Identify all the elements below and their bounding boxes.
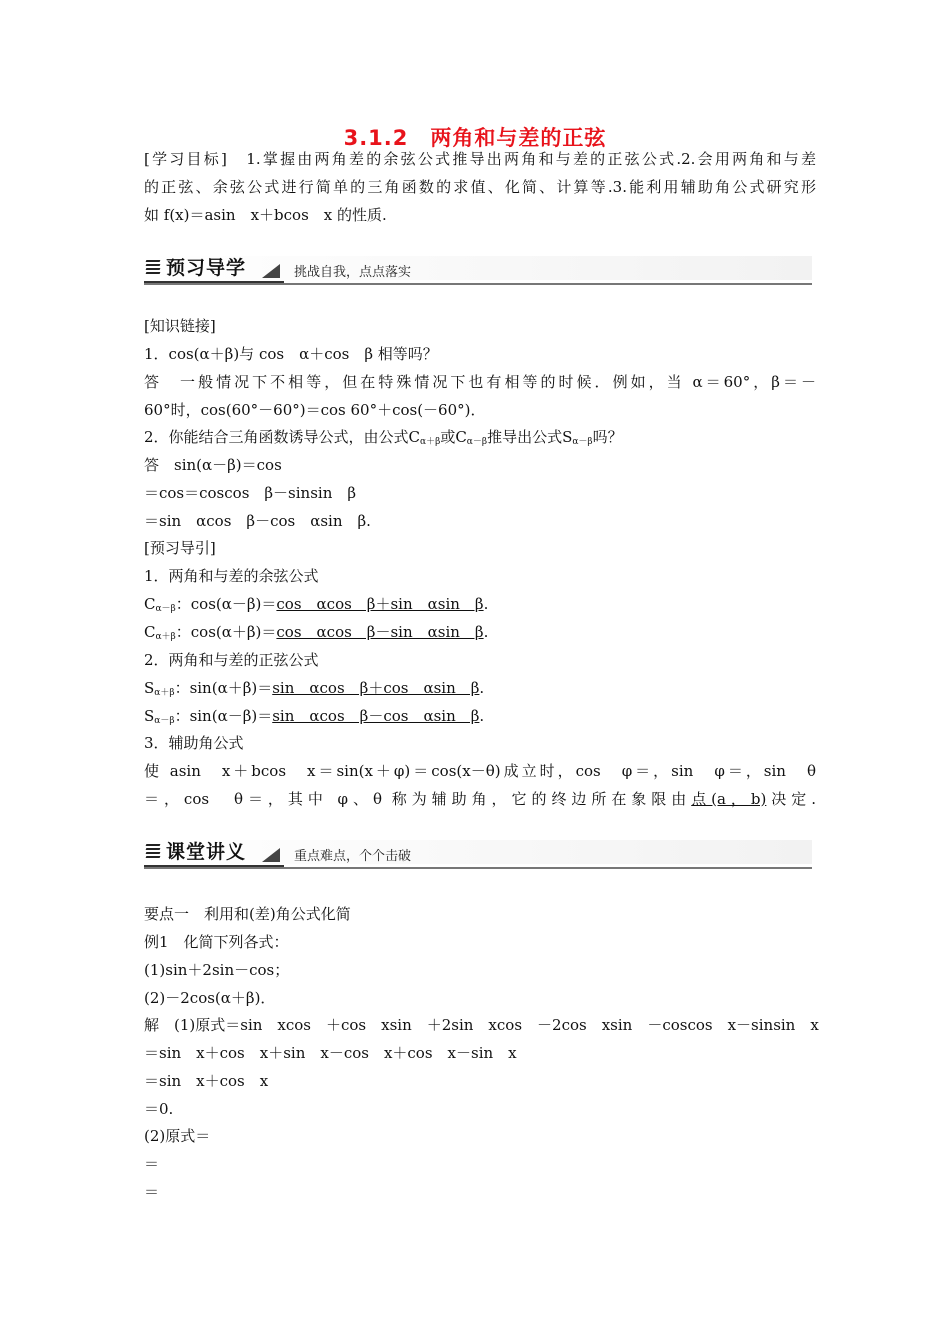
question-2: 2．你能结合三角函数诱导公式，由公式$C_{\alpha+\beta}$或$C_{\alpha-\beta}$推导出公式$S_{\alpha-\beta}$吗？ xyxy=(144,428,623,447)
triangle-icon xyxy=(262,848,280,862)
question-1: 1．cos(α＋β)与 cos α＋cos β 相等吗？ xyxy=(144,345,438,363)
solution-line-7: ＝ xyxy=(144,1183,160,1201)
knowledge-link-heading: [知识链接] xyxy=(144,317,216,335)
banner-title: 预习导学 xyxy=(166,257,247,279)
formula-c-plus: $C_{\alpha+\beta}$：cos(α＋β)＝cos αcos β－sin αsin β. xyxy=(144,623,489,642)
solution-line-1: 解 (1)原式＝sin xcos ＋cos xsin ＋2sin xcos －2cos xsin －coscos x－sinsin x xyxy=(144,1016,819,1034)
objectives-line-1: [学习目标] 1.掌握由两角差的余弦公式推导出两角和与差的正弦公式.2.会用两角和与差 xyxy=(144,150,816,168)
example-1: 例1 化简下列各式： xyxy=(144,933,289,951)
solution-line-5: (2)原式＝ xyxy=(144,1127,211,1145)
formula-c-minus: $C_{\alpha-\beta}$：cos(α－β)＝cos αcos β＋sin αsin β. xyxy=(144,595,489,614)
answer-1-line-1: 答 一般情况下不相等，但在特殊情况下也有相等的时候．例如，当 α＝60°，β＝－ xyxy=(144,373,816,391)
section-title: 3.1.2 两角和与差的正弦 xyxy=(343,126,607,150)
banner-title: 课堂讲义 xyxy=(166,841,247,863)
answer-2-line-2: ＝cos＝coscos β－sinsin β xyxy=(144,484,357,502)
stripes-icon xyxy=(146,844,160,860)
banner-subtitle: 挑战自我，点点落实 xyxy=(294,265,412,280)
answer-2-line-3: ＝sin αcos β－cos αsin β. xyxy=(144,512,371,530)
auxiliary-angle-line-2: ＝，cos θ＝，其中 φ、θ 称为辅助角，它的终边所在象限由点(a，b)决定. xyxy=(144,790,817,808)
solution-line-3: ＝sin x＋cos x xyxy=(144,1072,269,1090)
banner-classroom-lecture xyxy=(144,840,812,870)
stripes-icon xyxy=(146,260,160,276)
key-point-1: 要点一 利用和(差)角公式化简 xyxy=(144,905,351,923)
solution-line-6: ＝ xyxy=(144,1155,160,1173)
sine-formula-heading: 2．两角和与差的正弦公式 xyxy=(144,651,319,669)
auxiliary-angle-heading: 3．辅助角公式 xyxy=(144,734,244,752)
cosine-formula-heading: 1．两角和与差的余弦公式 xyxy=(144,567,319,585)
answer-1-line-2: 60°时，cos(60°－60°)＝cos 60°＋cos(－60°)． xyxy=(144,401,486,419)
banner-preview-guide xyxy=(144,256,812,286)
objectives-line-2: 的正弦、余弦公式进行简单的三角函数的求值、化简、计算等.3.能利用辅助角公式研究形 xyxy=(144,178,816,196)
objectives-line-3: 如 f(x)＝asin x＋bcos x 的性质. xyxy=(144,206,387,224)
banner-subtitle: 重点难点，个个击破 xyxy=(294,849,412,864)
example-1-part-1: (1)sin＋2sin－cos； xyxy=(144,961,290,979)
triangle-icon xyxy=(262,264,280,278)
answer-2-line-1: 答 sin(α－β)＝cos xyxy=(144,456,282,474)
solution-line-4: ＝0. xyxy=(144,1100,174,1118)
formula-s-minus: $S_{\alpha-\beta}$：sin(α－β)＝sin αcos β－cos αsin β. xyxy=(144,707,485,726)
example-1-part-2: (2)－2cos(α＋β)． xyxy=(144,989,276,1007)
auxiliary-angle-line-1: 使 asin x＋bcos x＝sin(x＋φ)＝cos(x－θ)成立时，cos φ＝，sin φ＝，sin θ xyxy=(144,762,816,780)
preview-guide-heading: [预习导引] xyxy=(144,539,216,557)
solution-line-2: ＝sin x＋cos x＋sin x－cos x＋cos x－sin x xyxy=(144,1044,517,1062)
formula-s-plus: $S_{\alpha+\beta}$：sin(α＋β)＝sin αcos β＋cos αsin β. xyxy=(144,679,485,698)
